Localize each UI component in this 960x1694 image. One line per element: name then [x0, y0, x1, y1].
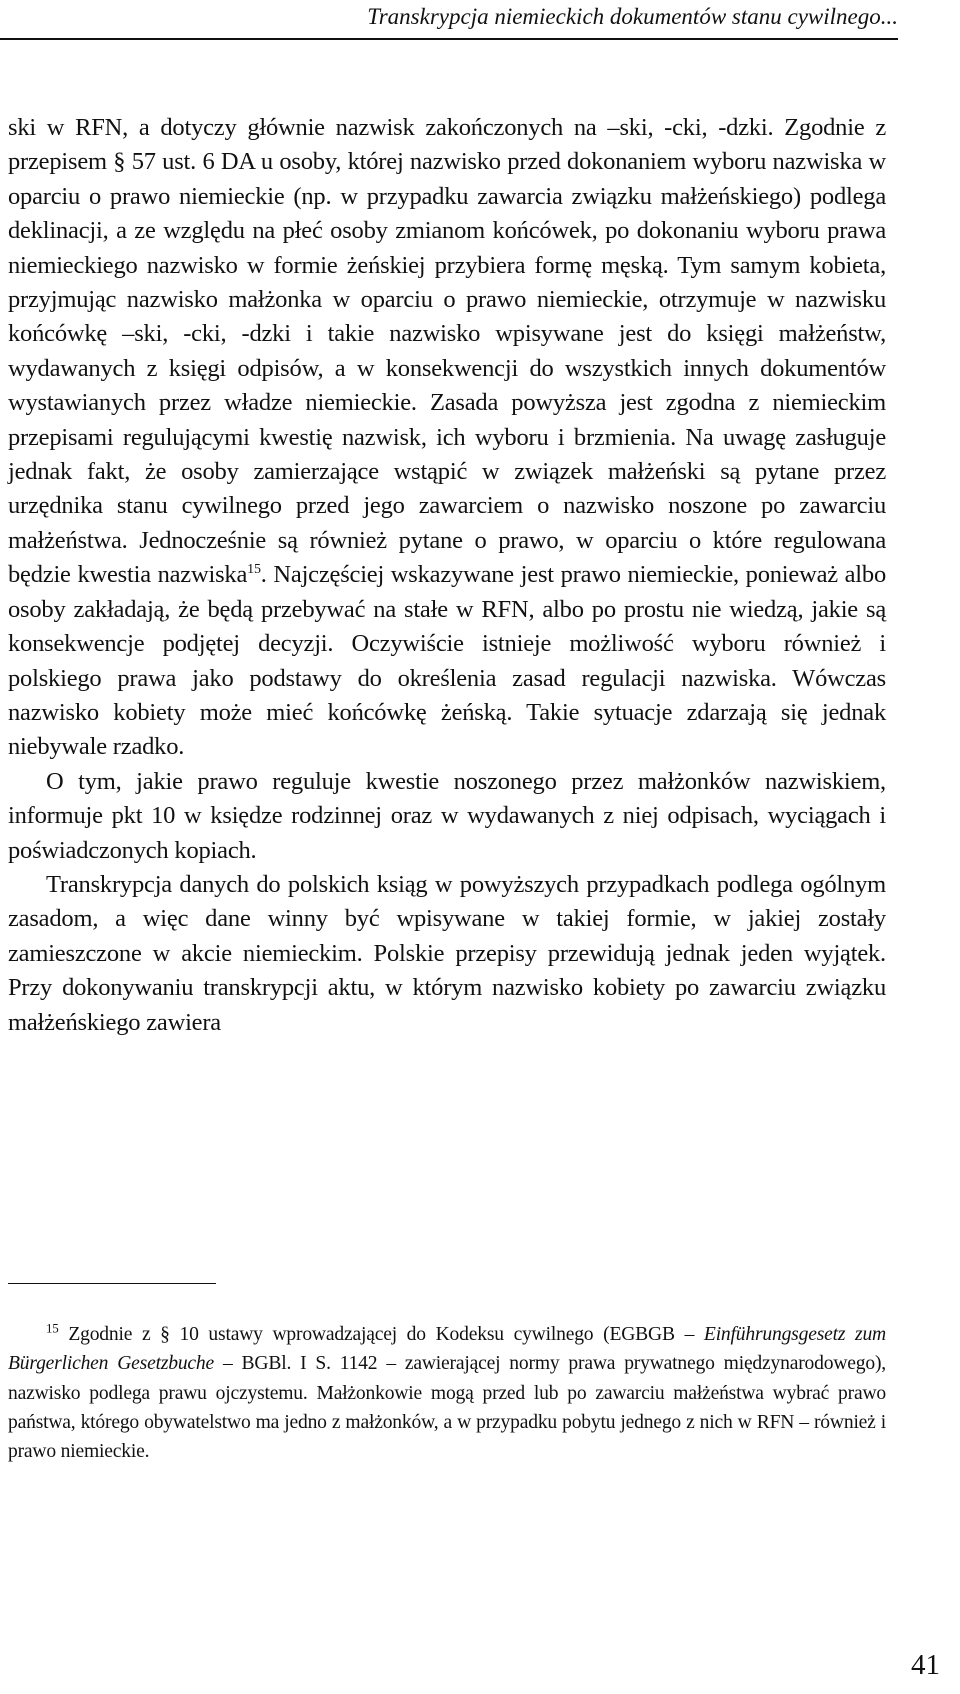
- footnote-reference[interactable]: 15: [247, 562, 261, 578]
- running-header: [0, 0, 898, 40]
- footnote-number: 15: [46, 1320, 59, 1336]
- paragraph-1: [8, 111, 886, 765]
- page-number: 41: [911, 1649, 940, 1681]
- paragraph-2: O tym, jakie prawo reguluje kwestie noszonego przez małżonków nazwiskiem, informuje pkt 10 w księdze rodzinnej oraz w wydawanych z niej odpisach, wyciągach i poświadczonych kopiach.: [8, 767, 886, 864]
- paragraph-1-part-a: ski w RFN, a dotyczy głównie nazwisk zakończonych na –ski, -cki, -dzki. Zgodnie z przepisem § 57 ust. 6 DA u osoby, której nazwisko przed dokonaniem wyboru nazwiska w oparciu o prawo niemieckie (np. w przypadku zawarcia związku małżeńskiego) podlega deklinacji, a ze względu na płeć osoby zmianom końcówek, po dokonaniu wyboru prawa niemieckiego nazwisko w formie żeńskiej przybiera formę męską. Tym samym kobieta, przyjmując nazwisko małżonka w oparciu o prawo niemieckie, otrzymuje w nazwisku końcówkę –ski, -cki, -dzki i takie nazwisko wpisywane jest do księgi małżeństw, wydawanych z księgi odpisów, a w konsekwencji do wszystkich innych dokumentów wystawianych przez władze niemieckie. Zasada powyższa jest zgodna z niemieckim przepisami regulującymi kwestię nazwisk, ich wyboru i brzmienia. Na uwagę zasługuje jednak fakt, że osoby zamierzające wstąpić w związek małżeński są pytane przez urzędnika stanu cywilnego przed jego zawarciem o nazwisko noszone po zawarciu małżeństwa. Jednocześnie są również pytane o prawo, w oparciu o które regulowana będzie kwestia nazwiska: [8, 114, 886, 589]
- footnote-block: [8, 1320, 886, 1466]
- footnote-law-title: Einführungsgesetz zum Bürgerlichen Gesetzbuche: [8, 1324, 886, 1375]
- footnote-text-part-b: – BGBl. I S. 1142 – zawierającej normy prawa prywatnego międzynarodowego), nazwisko podlega prawu ojczystemu. Małżonkowie mogą przed lub po zawarciu małżeństwa wybrać prawo państwa, którego obywatelstwo ma jedno z małżonków, a w przypadku pobytu jednego z nich w RFN – również i prawo niemieckie.: [8, 1353, 886, 1463]
- paragraph-1-part-b: . Najczęściej wskazywane jest prawo niemieckie, ponieważ albo osoby zakładają, że będą przebywać na stałe w RFN, albo po prostu nie wiedzą, jakie są konsekwencje podjętej decyzji. Oczywiście istnieje możliwość wyboru również i polskiego prawa jako podstawy do określenia zasad regulacji nazwiska. Wówczas nazwisko kobiety może mieć końcówkę żeńską. Takie sytuacje zdarzają się jednak niebywale rzadko.: [8, 561, 887, 761]
- running-title: Transkrypcja niemieckich dokumentów stanu cywilnego...: [367, 4, 898, 29]
- footnote-15: [8, 1320, 886, 1466]
- paragraph-3: Transkrypcja danych do polskich ksiąg w powyższych przypadkach podlega ogólnym zasadom, a więc dane winny być wpisywane w takiej formie, w jakiej zostały zamieszczone w akcie niemieckim. Polskie przepisy przewidują jednak jeden wyjątek. Przy dokonywaniu transkrypcji aktu, w którym nazwisko kobiety po zawarciu związku małżeńskiego zawiera: [8, 870, 886, 1036]
- footnote-text-part-a: Zgodnie z § 10 ustawy wprowadzającej do Kodeksu cywilnego (EGBGB –: [58, 1324, 704, 1345]
- main-text: [8, 111, 886, 1040]
- footnote-divider: [8, 1283, 216, 1284]
